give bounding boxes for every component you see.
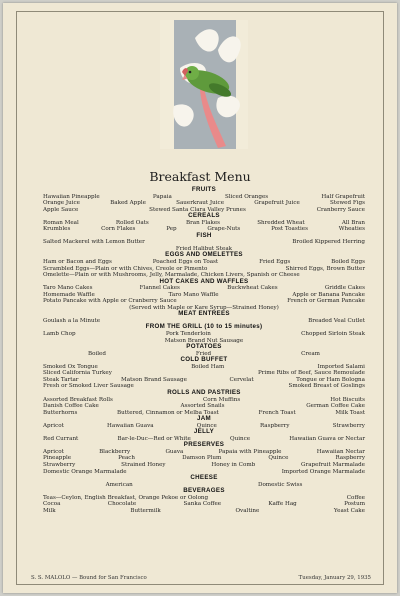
menu-item: Pork Tenderloin [165, 331, 211, 338]
menu-item: Quince [230, 435, 251, 442]
menu-item: Coffee [346, 494, 365, 501]
menu-item: Papaia with Pineapple [218, 448, 282, 455]
menu-item: Raspberry [259, 422, 290, 429]
menu-item: Broiled Kippered Herring [292, 239, 365, 246]
menu-item: Breaded Veal Cutlet [308, 317, 365, 324]
menu-item: Hawaiian Pineapple [43, 193, 100, 200]
menu-item: Cream [301, 350, 320, 357]
menu-item: Hawaiian Guava or Nectar [289, 435, 365, 442]
menu-item: Shirred Eggs, Brown Butter [285, 265, 365, 272]
menu-item: Sanka Coffee [183, 501, 222, 508]
menu-item: Teas—Ceylon, English Breakfast, Orange Pekoe or Oolong [43, 494, 209, 501]
menu-item: Fried Eggs [259, 259, 291, 266]
menu-item: Lamb Chop [43, 331, 76, 338]
menu-item: Krumbles [43, 226, 71, 233]
menu-item: German Coffee Cake [306, 403, 365, 410]
menu-item: Orange Juice [43, 200, 80, 207]
menu-item: Grapefruit Juice [254, 200, 300, 207]
section-heading: JAM [197, 415, 211, 423]
menu-item: Flannel Cakes [139, 285, 180, 292]
menu-item: Stewed Figs [329, 200, 365, 207]
menu-item: Tongue or Ham Bologna [296, 376, 365, 383]
menu-item: Milk Toast [335, 409, 365, 416]
menu-title: Breakfast Menu [149, 169, 251, 184]
menu-item: Smoked Ox Tongue [43, 363, 98, 370]
menu-item: Fried [195, 350, 212, 357]
menu-item: Grapefruit Marmalade [301, 461, 365, 468]
menu-item: Chocolate [107, 501, 137, 508]
menu-item: Griddle Cakes [324, 285, 365, 292]
menu-item: Milk [43, 507, 56, 514]
menu-item: Scrambled Eggs—Plain or with Chives, Creole or Pimento [43, 265, 208, 272]
menu-item: Potato Pancake with Apple or Cranberry Sauce [43, 298, 177, 305]
menu-item: All Bran [341, 219, 365, 226]
menu-item: American [105, 481, 133, 488]
menu-item: Steak Tartar [43, 376, 79, 383]
menu-item: French or German Pancake [287, 298, 365, 305]
menu-item: Salted Mackerel with Lemon Butter [43, 239, 145, 246]
menu-item: Buckwheat Cakes [227, 285, 278, 292]
menu-item: Post Toasties [271, 226, 308, 233]
menu-item: Hot Biscuits [330, 396, 365, 403]
menu-item: Hawaiian Nectar [316, 448, 365, 455]
menu-item: Apple or Banana Pancake [292, 291, 365, 298]
menu-item: Yeast Cake [333, 507, 365, 514]
menu-item: Boiled Eggs [331, 259, 365, 266]
menu-item: Strawberry [332, 422, 365, 429]
section-heading: EGGS AND OMELETTES [165, 251, 243, 259]
menu-item: Imported Salami [317, 363, 365, 370]
menu-item: Domestic Swiss [257, 481, 303, 488]
menu-item: Assorted Breakfast Rolls [43, 396, 113, 403]
menu-item: Strained Honey [121, 461, 166, 468]
menu-item: Bar-le-Duc—Red or White [117, 435, 191, 442]
menu-body [43, 187, 365, 514]
menu-item: Kaffe Hag [268, 501, 297, 508]
menu-item: Bran Flakes [185, 219, 221, 226]
menu-item: Danish Coffee Cake [43, 403, 99, 410]
menu-item: Taro Mano Waffle [168, 291, 219, 298]
menu-item: French Toast [258, 409, 296, 416]
menu-item: Cervelat [229, 376, 254, 383]
menu-item: Sliced California Turkey [43, 370, 112, 377]
footer-date: Tuesday, January 29, 1935 [298, 575, 371, 581]
menu-item: Ham or Bacon and Eggs [43, 259, 112, 266]
menu-item: Guava [165, 448, 184, 455]
section-heading: POTATOES [186, 343, 222, 351]
menu-item: Apple Sauce [43, 206, 79, 213]
menu-item: Damson Plum [182, 455, 222, 462]
menu-item: Buttered, Cinnamon or Melba Toast [117, 409, 219, 416]
menu-item: Honey in Comb [211, 461, 256, 468]
section-heading: PRESERVES [183, 441, 225, 449]
section-heading: FRUITS [191, 186, 217, 193]
menu-item: Corn Flakes [101, 226, 136, 233]
footer [31, 575, 371, 581]
menu-line [43, 508, 365, 515]
menu-item: Boiled Ham [191, 363, 225, 370]
menu-item: (Served with Maple or Kare Syrup—Strained Honey) [129, 304, 279, 311]
menu-item: Quince [196, 422, 217, 429]
section-heading: FISH [196, 231, 212, 239]
menu-item: Butterhorns [43, 409, 78, 416]
menu-item: Blackberry [99, 448, 131, 455]
menu-item: Apricot [43, 448, 64, 455]
section-heading: COLD BUFFET [180, 356, 228, 364]
section-heading: CEREALS [188, 212, 220, 220]
menu-item: Apricot [43, 422, 64, 429]
menu-item: Pineapple [43, 455, 72, 462]
menu-item: Wheaties [338, 226, 365, 233]
parrot-illustration [160, 20, 248, 149]
menu-item: Grape-Nuts [207, 226, 241, 233]
menu-item: Omelette—Plain or with Mushrooms, Jelly, Marmalade, Chicken Livers, Spanish or Cheese [43, 272, 300, 279]
menu-item: Fresh or Smoked Liver Sausage [43, 383, 134, 390]
menu-item: Matson Brand Nut Sausage [164, 337, 244, 344]
menu-item: Hawaiian Guava [107, 422, 154, 429]
menu-item: Imported Orange Marmalade [281, 468, 365, 475]
menu-item: Chopped Sirloin Steak [301, 331, 365, 338]
menu-item: Half Grapefruit [321, 193, 365, 200]
menu-item: Baked Apple [110, 200, 146, 207]
menu-item: Raspberry [335, 455, 365, 462]
footer-ship: S. S. MALOLO — Bound for San Francisco [31, 575, 147, 581]
menu-item: Goulash a la Minute [43, 317, 101, 324]
menu-item: Strawberry [43, 461, 76, 468]
menu-item: Cocoa [43, 501, 61, 508]
section-heading: FROM THE GRILL (10 to 15 minutes) [145, 323, 263, 331]
section-heading: BEVERAGES [183, 487, 225, 495]
section-heading: HOT CAKES AND WAFFLES [159, 277, 249, 285]
menu-item: Prime Ribs of Beef, Sauce Remoulade [257, 370, 365, 377]
menu-item: Sliced Oranges [225, 193, 269, 200]
menu-item: Domestic Orange Marmalade [43, 468, 127, 475]
menu-item: Papaia [152, 193, 172, 200]
menu-item: Pep [166, 226, 177, 233]
menu-item: Fried Halibut Steak [175, 245, 233, 252]
menu-item: Matson Brand Sausage [121, 376, 187, 383]
section-heading: CHEESE [190, 474, 218, 482]
menu-item: Shredded Wheat [257, 219, 305, 226]
section-heading: ROLLS AND PASTRIES [167, 388, 241, 396]
menu-item: Homemade Waffle [43, 291, 95, 298]
menu-item: Poached Eggs on Toast [152, 259, 219, 266]
menu-item: Stewed Santa Clara Valley Prunes [149, 206, 246, 213]
menu-item: Postum [344, 501, 365, 508]
menu-item: Buttermilk [130, 507, 161, 514]
menu-item: Taro Mano Cakes [43, 285, 93, 292]
menu-item: Cranberry Sauce [316, 206, 365, 213]
menu-item: Sauerkraut Juice [176, 200, 224, 207]
menu-item: Assorted Snails [180, 403, 225, 410]
section-heading: JELLY [193, 428, 215, 436]
menu-item: Roman Meal [43, 219, 79, 226]
menu-item: Quince [268, 455, 289, 462]
menu-item: Boiled [87, 350, 106, 357]
menu-item: Smoked Breast of Goslings [288, 383, 365, 390]
menu-item: Ovaltine [235, 507, 260, 514]
menu-item: Rolled Oats [115, 219, 149, 226]
menu-card [3, 3, 397, 593]
menu-item: Peach [118, 455, 136, 462]
menu-item: Red Currant [43, 435, 79, 442]
section-heading: MEAT ENTREES [178, 310, 230, 318]
menu-item: Corn Muffins [202, 396, 241, 403]
